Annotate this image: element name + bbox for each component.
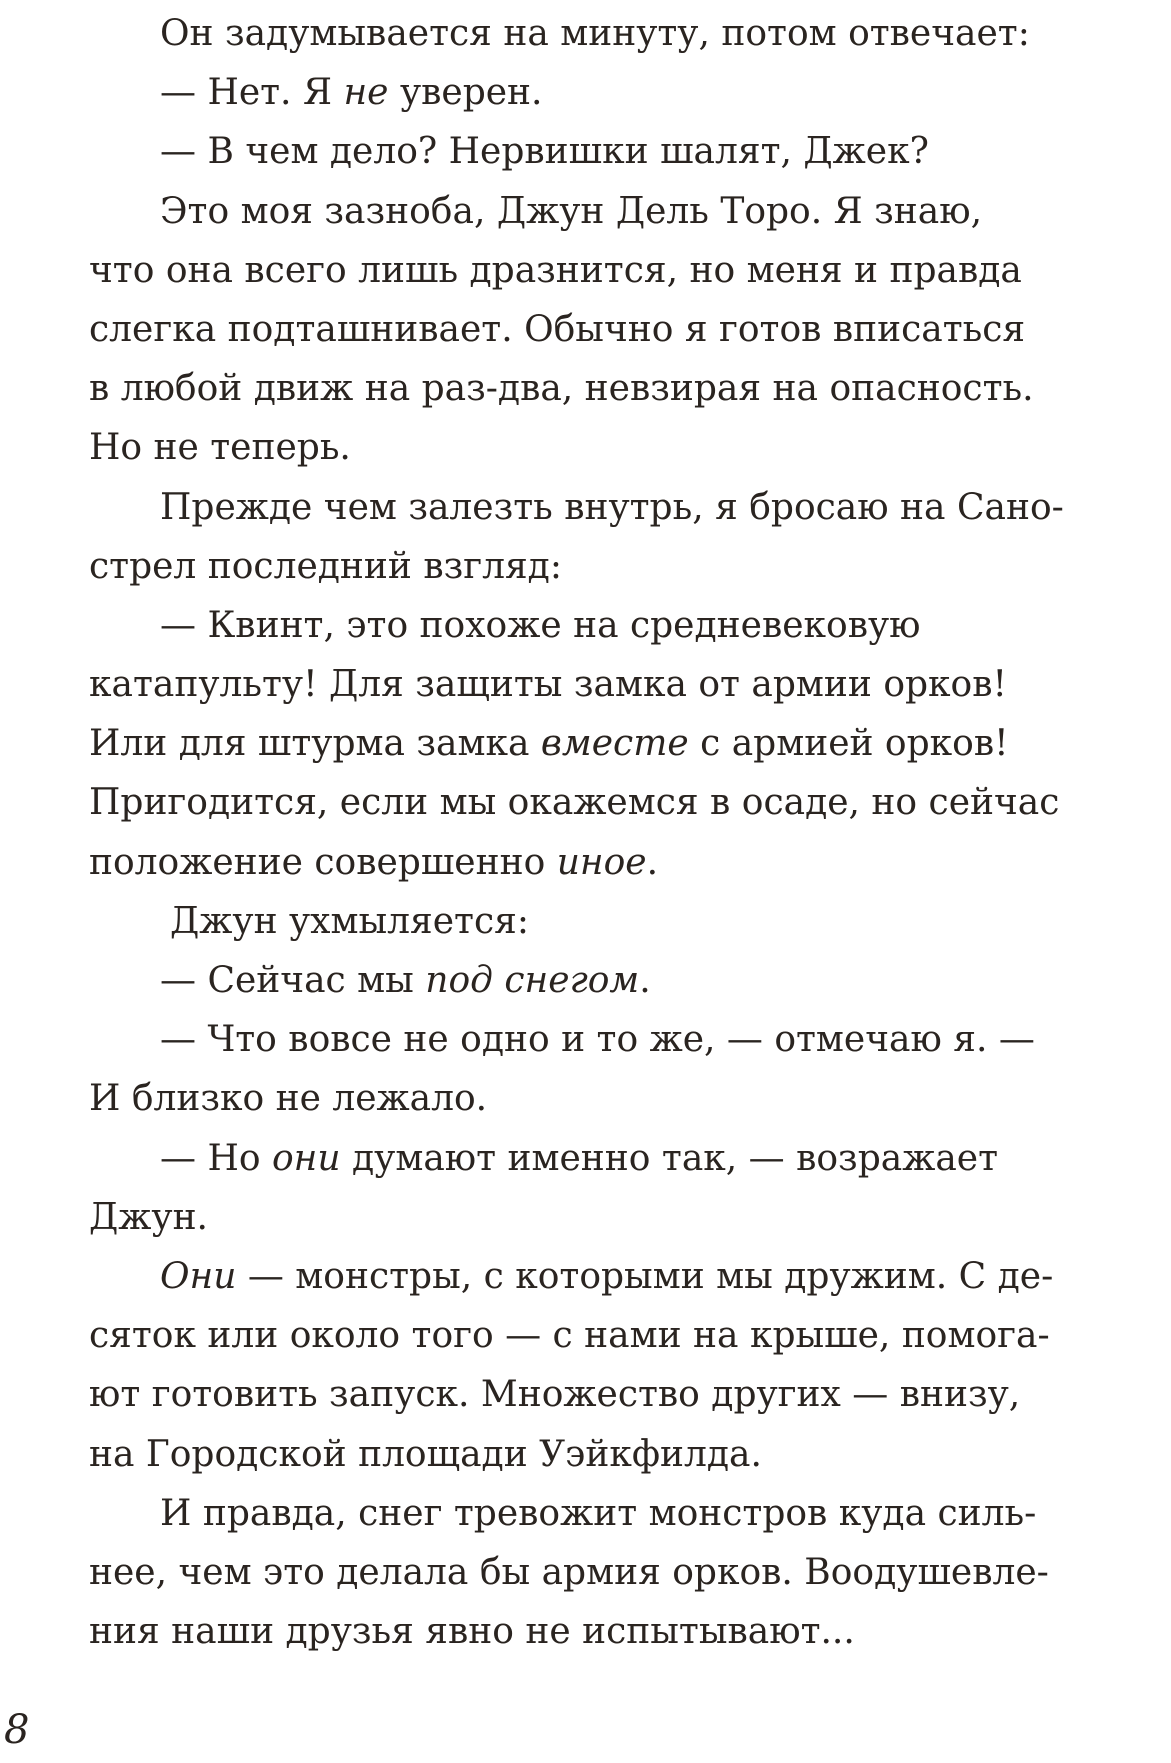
text-line: что она всего лишь дразнится, но меня и правда [89,249,1022,291]
text-line: — Нет. Я не уверен. [160,72,543,114]
emphasis-text: иное [556,841,647,883]
text-line: ния наши друзья явно не испытывают... [89,1611,855,1653]
text-line: Они — монстры, с которыми мы дружим. С де- [160,1255,1054,1297]
text-line: стрел последний взгляд: [89,545,562,587]
text-line: — Но они думают именно так, — возражает [160,1137,999,1179]
text-line: Или для штурма замка вместе с армией орков! [89,723,1009,765]
text-line: в любой движ на раз-два, невзирая на опасность. [89,368,1034,410]
text-line: И близко не лежало. [89,1078,488,1120]
emphasis-text: они [271,1137,341,1179]
text-line: нее, чем это делала бы армия орков. Воодушевле- [89,1551,1049,1593]
text-line: на Городской площади Уэйкфилда. [89,1433,762,1475]
text-line: катапульту! Для защиты замка от армии орков! [89,664,1007,706]
emphasis-text: Они [160,1255,237,1297]
text-line: сяток или около того — с нами на крыше, помога- [89,1315,1050,1357]
text-line: Это моя зазноба, Джун Дель Торо. Я знаю, [160,190,983,232]
text-line: Но не теперь. [89,427,351,469]
emphasis-text: не [343,72,389,114]
text-line: Джун. [89,1196,209,1238]
page-number: 8 [4,1707,30,1753]
text-line: — Сейчас мы под снегом. [160,960,651,1001]
text-line: слегка подташнивает. Обычно я готов вписаться [89,308,1026,350]
text-line: — В чем дело? Нервишки шалят, Джек? [160,131,929,173]
text-line: Джун ухмыляется: [170,900,529,942]
text-line: ют готовить запуск. Множество других — внизу, [89,1374,1021,1416]
text-line: И правда, снег тревожит монстров куда силь- [160,1492,1037,1534]
emphasis-text: под снегом [425,960,640,1001]
text-line: положение совершенно иное. [89,841,659,883]
body-text [89,4,1129,1661]
text-line: — Что вовсе не одно и то же, — отмечаю я. — [160,1019,1035,1061]
text-line: Прежде чем залезть внутрь, я бросаю на Сано- [160,486,1064,528]
text-line: Он задумывается на минуту, потом отвечает: [160,13,1030,54]
text-line: — Квинт, это похоже на средневековую [160,604,921,646]
emphasis-text: вместе [540,723,689,765]
text-line: Пригодится, если мы окажемся в осаде, но сейчас [89,782,1060,824]
